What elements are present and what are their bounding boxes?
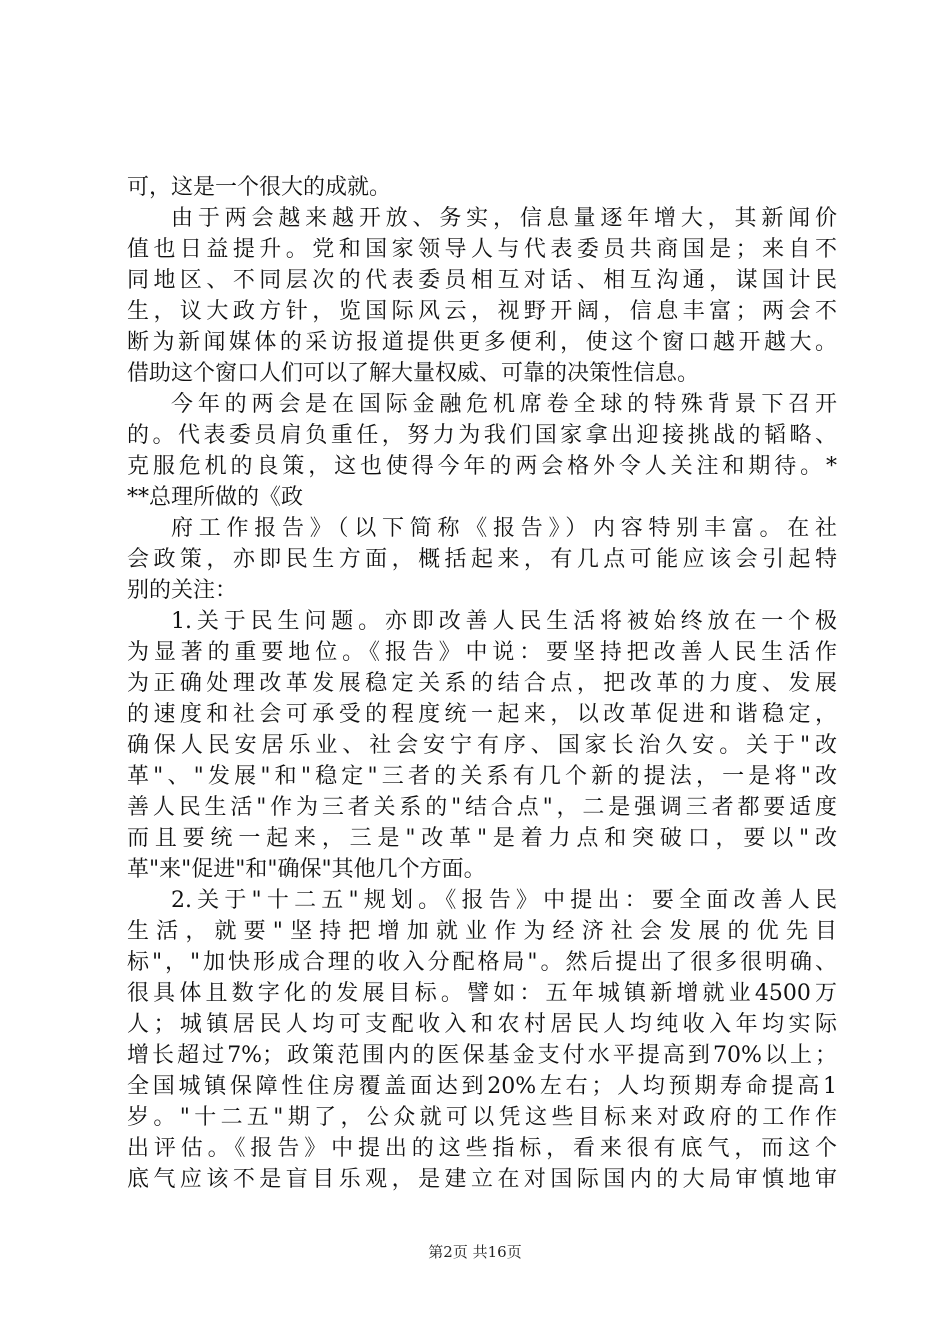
text-line: 今年的两会是在国际金融危机席卷全球的特殊背景下召开 [171,392,837,417]
text-line: 为正确处理改革发展稳定关系的结合点，把改革的力度、发展 [127,671,837,696]
text-line: 为显著的重要地位。《报告》中说：要坚持把改善人民生活作 [127,640,837,665]
text-line: 而且要统一起来，三是"改革"是着力点和突破口，要以"改 [127,826,837,851]
text-line: 底气应该不是盲目乐观，是建立在对国际国内的大局审慎地审 [127,1167,837,1192]
text-line: 府工作报告》（以下简称《报告》）内容特别丰富。在社 [171,516,837,541]
text-line: 由于两会越来越开放、务实，信息量逐年增大，其新闻价 [171,206,837,231]
document-body [127,172,837,1195]
text-line: 别的关注： [127,578,238,603]
text-line: **总理所做的《政 [127,485,304,510]
text-line: 确保人民安居乐业、社会安宁有序、国家长治久安。关于"改 [127,733,837,758]
text-line: 增长超过7%；政策范围内的医保基金支付水平提高到70%以上； [127,1043,837,1068]
text-line: 2.关于"十二五"规划。《报告》中提出：要全面改善人民 [171,888,837,913]
text-line: 很具体且数字化的发展目标。譬如：五年城镇新增就业4500万 [127,981,837,1006]
text-line: 善人民生活"作为三者关系的"结合点"，二是强调三者都要适度 [127,795,837,820]
page-footer: 第2页 共16页 [428,1243,522,1261]
text-line: 出评估。《报告》中提出的这些指标，看来很有底气，而这个 [127,1136,837,1161]
text-line: 生活，就要"坚持把增加就业作为经济社会发展的优先目 [127,919,837,944]
text-line: 值也日益提升。党和国家领导人与代表委员共商国是；来自不 [127,237,837,262]
text-line: 生，议大政方针，览国际风云，视野开阔，信息丰富；两会不 [127,299,837,324]
text-line: 断为新闻媒体的采访报道提供更多便利，使这个窗口越开越大。 [127,330,837,355]
text-line: 全国城镇保障性住房覆盖面达到20%左右；人均预期寿命提高1 [127,1074,837,1099]
text-line: 克服危机的良策，这也使得今年的两会格外令人关注和期待。* [127,454,837,479]
text-line: 的速度和社会可承受的程度统一起来，以改革促进和谐稳定， [127,702,837,727]
text-line: 人；城镇居民人均可支配收入和农村居民人均纯收入年均实际 [127,1012,837,1037]
text-line: 岁。"十二五"期了，公众就可以凭这些目标来对政府的工作作 [127,1105,837,1130]
text-line: 同地区、不同层次的代表委员相互对话、相互沟通，谋国计民 [127,268,837,293]
text-line: 借助这个窗口人们可以了解大量权威、可靠的决策性信息。 [127,361,700,386]
text-line: 的。代表委员肩负重任，努力为我们国家拿出迎接挑战的韬略、 [127,423,837,448]
text-line: 革"、"发展"和"稳定"三者的关系有几个新的提法，一是将"改 [127,764,837,789]
text-line: 标"，"加快形成合理的收入分配格局"。然后提出了很多很明确、 [127,950,837,975]
text-line: 1.关于民生问题。亦即改善人民生活将被始终放在一个极 [171,609,837,634]
text-line: 会政策，亦即民生方面，概括起来，有几点可能应该会引起特 [127,547,837,572]
text-line: 革"来"促进"和"确保"其他几个方面。 [127,857,486,882]
text-line: 可，这是一个很大的成就。 [127,175,392,200]
